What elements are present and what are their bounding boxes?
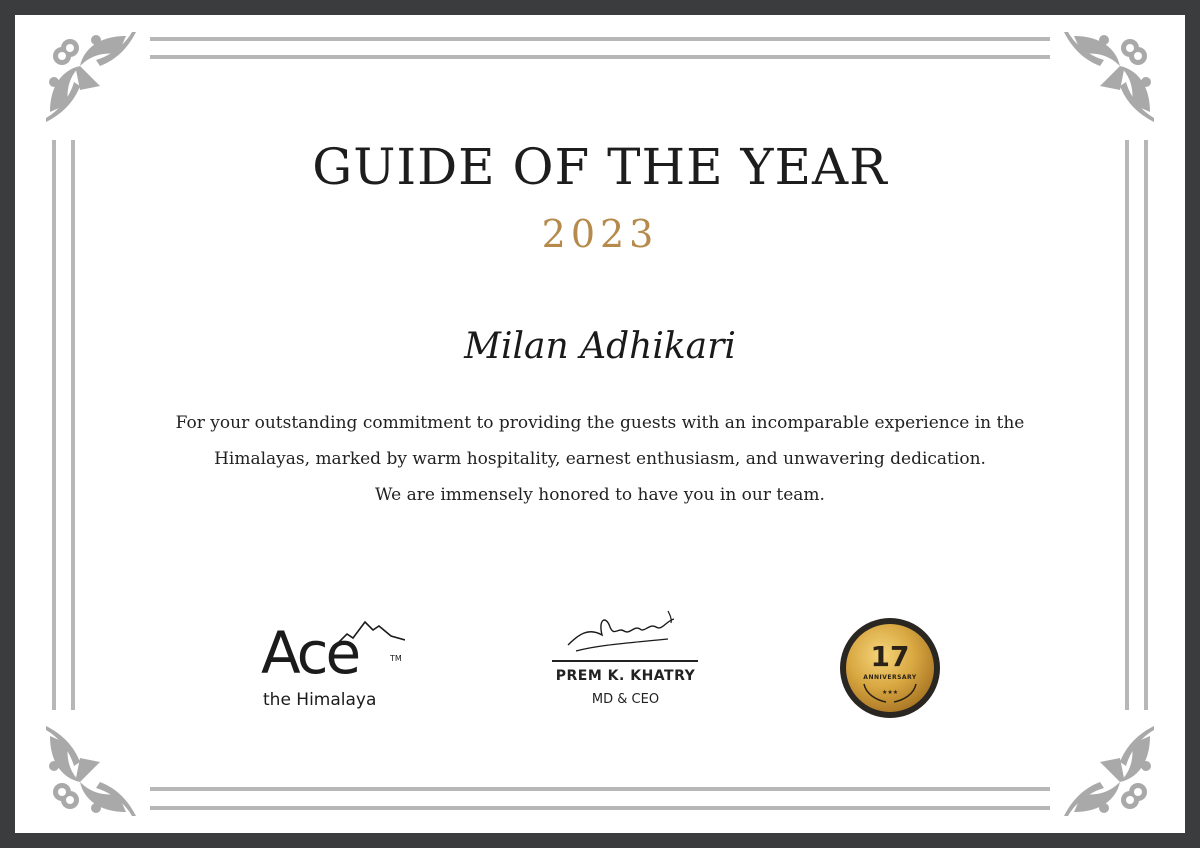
signature-block: [548, 605, 703, 715]
recipient-name: Milan Adhikari: [464, 326, 736, 367]
bottom-border-rule-inner: [150, 787, 1050, 791]
signatory-name: PREM K. KHATRY: [555, 668, 696, 684]
bottom-border-rule-outer: [150, 806, 1050, 810]
corner-ornament-icon: [40, 722, 140, 822]
company-logo: [255, 618, 415, 718]
signature-line: [552, 660, 698, 662]
trademark-mark: TM: [390, 654, 402, 663]
corner-ornament-icon: [1060, 722, 1160, 822]
corner-ornament-icon: [1060, 26, 1160, 126]
citation-text: [100, 405, 1100, 513]
svg-text:★★★: ★★★: [882, 689, 899, 696]
top-border-rule-inner: [150, 55, 1050, 59]
anniversary-label: ANNIVERSARY: [863, 674, 917, 681]
corner-ornament-icon: [40, 26, 140, 126]
handwritten-signature: [558, 605, 688, 657]
citation-line: Himalayas, marked by warm hospitality, earnest enthusiasm, and unwavering dedication.: [214, 449, 986, 469]
anniversary-number: 17: [870, 640, 910, 673]
citation-line: We are immensely honored to have you in our team.: [375, 485, 825, 505]
certificate-title: GUIDE OF THE YEAR: [312, 138, 888, 196]
logo-wordmark: Ace: [261, 619, 359, 687]
citation-line: For your outstanding commitment to providing the guests with an incomparable experience in the: [175, 413, 1025, 433]
signatory-role: MD & CEO: [591, 692, 660, 707]
anniversary-seal: [836, 614, 944, 722]
logo-tagline: the Himalaya: [263, 690, 377, 710]
top-border-rule-outer: [150, 37, 1050, 41]
award-year: 2023: [541, 212, 659, 256]
